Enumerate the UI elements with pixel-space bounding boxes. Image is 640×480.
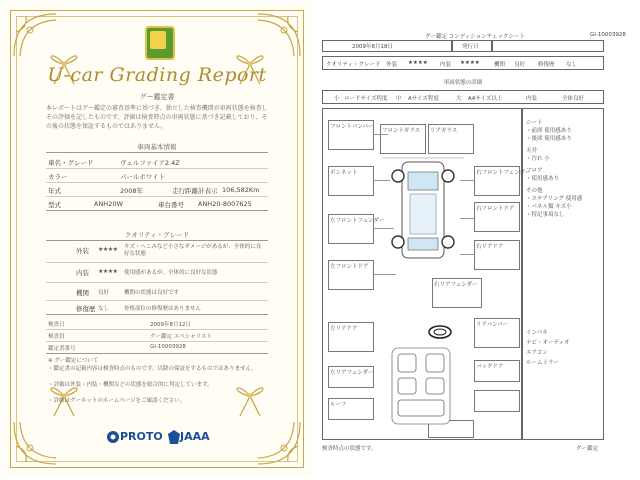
condition-check-sheet: [316, 28, 634, 460]
sheet-code: GI-10003928: [590, 32, 626, 38]
field-value: ヴェルファイア2.4Z: [120, 159, 180, 167]
damage-box-label: 左フロントフェンダー: [330, 218, 385, 224]
field-label: 型式: [48, 201, 61, 209]
damage-box-label: 右リアドア: [476, 244, 504, 250]
extra-remark: インパネ: [526, 330, 548, 336]
damage-box-label: 右フロントフェンダー: [476, 170, 531, 176]
grade-label: 外装: [76, 247, 89, 255]
proto-logo-icon: [106, 430, 120, 444]
certificate-intro: 本レポートはグー鑑定の審査基準に基づき、独立した検査機関が車両状態を検査しその評価を記したものです。評価は検査時点の車両状態に基づき記載しており、その後の状態を保証するものではありません。: [46, 105, 268, 130]
blank-cell: [492, 40, 604, 52]
date-value: 2009年8月12日: [150, 322, 191, 328]
notes-title: ※ グー鑑定について: [48, 358, 99, 364]
grade-text: キズ・へこみなど小さなダメージがあるが、全体的に良好な状態: [124, 244, 262, 257]
note-line: ・詳細はグーネットのホームページをご確認ください。: [48, 398, 186, 404]
grade-text: 機関の状態は良好です: [124, 290, 180, 296]
seat-layout-diagram: [390, 346, 452, 426]
grade-stars: ★★★★: [98, 246, 118, 253]
note-line: ・評価は外装・内装・機関などの状態を総合的に判定しています。: [48, 382, 213, 388]
field-label: カラー: [48, 173, 68, 181]
repair-value: なし: [98, 306, 110, 312]
sheet-footer-right: グー鑑定: [576, 446, 599, 452]
damage-box-label: リアガラス: [430, 128, 458, 134]
grade-text: 使用感があるが、全体的に良好な状態: [124, 270, 218, 276]
grade-label: 内装: [76, 269, 89, 277]
remark-line: ・前席 使用感あり: [526, 128, 572, 134]
damage-box-label: 左リアフェンダー: [330, 370, 374, 376]
damage-box-label: バックドア: [476, 364, 504, 370]
remark-line: シート: [526, 120, 543, 126]
grade-stars: ★★★★: [98, 268, 118, 275]
chassis-value: ANH20-8007625: [198, 200, 252, 208]
extra-remark: エアコン: [526, 350, 548, 356]
date-label: 検査日: [48, 322, 65, 328]
summary-label: クオリティ・グレード: [326, 62, 381, 68]
summary-label: 修復歴: [538, 62, 555, 68]
car-top-view-diagram: [382, 154, 464, 264]
damage-box-label: フロントバンパー: [330, 124, 374, 130]
brand-jaaa: JAAA: [180, 430, 210, 443]
extra-remark: ナビ・オーディオ: [526, 340, 570, 346]
legend-symbol: 中: [396, 96, 402, 102]
summary-value: なし: [566, 62, 578, 68]
damage-box-label: フロントガラス: [382, 128, 421, 134]
chassis-label: 車台番号: [158, 201, 184, 209]
repair-text: 骨格部位の修復歴はありません: [124, 306, 202, 312]
issue-date-value: 2009年8月18日: [352, 44, 393, 50]
remark-line: ・使用感あり: [526, 176, 560, 182]
field-value: パールホワイト: [120, 173, 166, 181]
extra-remark: ルームミラー: [526, 360, 560, 366]
damage-box-label: 左フロントドア: [330, 264, 369, 270]
grading-certificate: [2, 2, 312, 476]
field-value: ANH20W: [94, 200, 123, 208]
grade-stars: 良好: [98, 290, 110, 296]
damage-box-label: 右フロントドア: [476, 206, 515, 212]
issue-date-label: 発行日: [462, 44, 479, 50]
steering-wheel-icon: [428, 324, 452, 340]
summary-label: 内装: [440, 62, 452, 68]
ribbon-bow-icon: [42, 374, 86, 418]
sheet-footer-left: 検査時点の状態です。: [322, 446, 377, 452]
quality-section-title: クオリティ・グレード: [124, 231, 190, 239]
note-line: ・鑑定書の記載内容は検査時点のものです。以降の保証をするものではありません。: [48, 366, 257, 372]
section-title: 車両状態の詳細: [443, 80, 483, 86]
damage-box-label: 右リアフェンダー: [434, 282, 478, 288]
remark-line: その他: [526, 188, 543, 194]
legend-text: ロードサイズ程度: [344, 96, 388, 102]
damage-box-label: ルーフ: [330, 402, 347, 408]
summary-label: 外装: [386, 62, 398, 68]
interior-value: 全体良好: [562, 96, 585, 102]
goo-kantei-logo: [145, 26, 175, 60]
mileage-value: 106,582Km: [222, 186, 260, 194]
summary-value: ★★★★: [460, 60, 480, 66]
remark-line: フロア: [526, 168, 543, 174]
field-label: 車名・グレード: [48, 159, 94, 167]
date-value: グー鑑定 スペシャリスト: [150, 334, 213, 340]
summary-value: 良好: [514, 62, 526, 68]
summary-label: 機関: [494, 62, 506, 68]
summary-value: ★★★★: [408, 60, 428, 66]
remark-line: ・特記事項なし: [526, 212, 565, 218]
remark-line: 天井: [526, 148, 538, 154]
ribbon-bow-icon: [228, 374, 272, 418]
sheet-title: グー鑑定 コンディションチェックシート: [424, 34, 526, 40]
date-label: 鑑定書番号: [48, 346, 76, 352]
grade-label: 機関: [76, 289, 89, 297]
legend-text: Aサイズ程度: [408, 96, 439, 102]
certificate-subtitle: グー鑑定書: [139, 93, 175, 101]
mileage-label: 走行距離計表示: [172, 187, 218, 195]
field-value: 2008年: [120, 187, 144, 195]
date-label: 検査員: [48, 334, 65, 340]
jaaa-logo-icon: [168, 430, 180, 444]
certificate-title: U-car Grading Report: [47, 64, 267, 86]
damage-box-blank: [474, 390, 520, 412]
remark-line: ・汚れ 小: [526, 156, 550, 162]
date-value: GI-10003928: [150, 344, 186, 350]
legend-symbol: 小: [334, 96, 340, 102]
damage-box-label: リアバンパー: [476, 322, 509, 328]
vehicle-section-title: 車両基本情報: [137, 143, 177, 151]
damage-box-label: 左リアドア: [330, 326, 358, 332]
legend-symbol: 大: [456, 96, 462, 102]
ornament-corner-icon: [12, 420, 58, 466]
damage-box-label: ボンネット: [330, 170, 358, 176]
interior-label: 内装: [526, 96, 538, 102]
field-label: 年式: [48, 187, 61, 195]
remark-line: ・ステアリング 使用感: [526, 196, 583, 202]
legend-text: A4サイズ以上: [468, 96, 503, 102]
remark-line: ・パネル類 キズ小: [526, 204, 572, 210]
brand-proto: PROTO: [120, 430, 163, 443]
repair-label: 修復歴: [76, 305, 96, 313]
ornament-corner-icon: [256, 420, 302, 466]
remark-line: ・後席 使用感あり: [526, 136, 572, 142]
